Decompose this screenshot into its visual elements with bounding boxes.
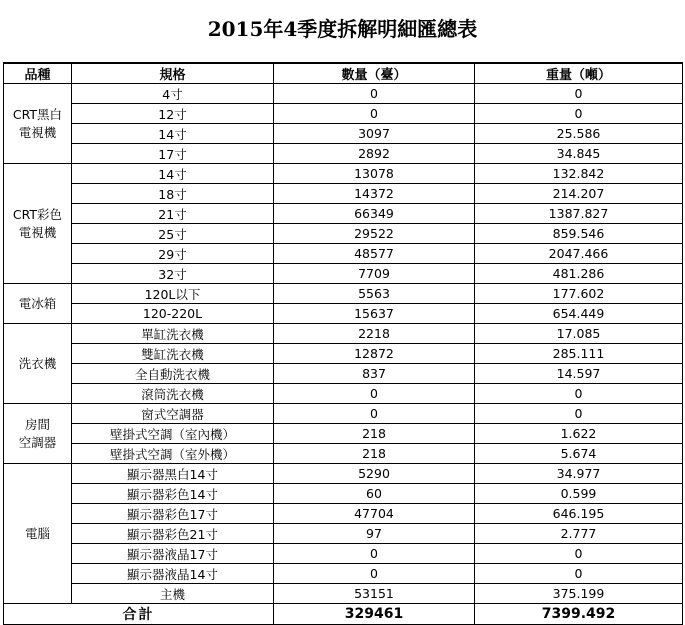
quantity-cell: 0 bbox=[274, 104, 475, 124]
total-label: 合計 bbox=[4, 604, 274, 625]
quantity-cell: 2892 bbox=[274, 144, 475, 164]
table-row bbox=[4, 164, 683, 184]
spec-cell: 18寸 bbox=[72, 184, 274, 204]
spec-cell: 32寸 bbox=[72, 264, 274, 284]
weight-cell: 0 bbox=[475, 404, 683, 424]
quantity-cell: 218 bbox=[274, 444, 475, 464]
weight-cell: 214.207 bbox=[475, 184, 683, 204]
category-cell: CRT黑白 電視機 bbox=[4, 84, 72, 164]
category-cell: CRT彩色 電視機 bbox=[4, 164, 72, 284]
quantity-cell: 53151 bbox=[274, 584, 475, 604]
disassembly-summary-table bbox=[3, 62, 683, 625]
weight-cell: 859.546 bbox=[475, 224, 683, 244]
header-category: 品種 bbox=[4, 63, 72, 84]
weight-cell: 481.286 bbox=[475, 264, 683, 284]
header-weight: 重量（噸） bbox=[475, 63, 683, 84]
quantity-cell: 5290 bbox=[274, 464, 475, 484]
table-row bbox=[4, 244, 683, 264]
table-row bbox=[4, 484, 683, 504]
spec-cell: 顯示器液晶14寸 bbox=[72, 564, 274, 584]
quantity-cell: 0 bbox=[274, 84, 475, 104]
weight-cell: 177.602 bbox=[475, 284, 683, 304]
quantity-cell: 12872 bbox=[274, 344, 475, 364]
spec-cell: 120-220L bbox=[72, 304, 274, 324]
quantity-cell: 7709 bbox=[274, 264, 475, 284]
quantity-cell: 29522 bbox=[274, 224, 475, 244]
table-body bbox=[4, 84, 683, 625]
weight-cell: 285.111 bbox=[475, 344, 683, 364]
table-row bbox=[4, 84, 683, 104]
table-row bbox=[4, 544, 683, 564]
spec-cell: 主機 bbox=[72, 584, 274, 604]
quantity-cell: 66349 bbox=[274, 204, 475, 224]
quantity-cell: 837 bbox=[274, 364, 475, 384]
weight-cell: 375.199 bbox=[475, 584, 683, 604]
quantity-cell: 60 bbox=[274, 484, 475, 504]
spec-cell: 17寸 bbox=[72, 144, 274, 164]
spec-cell: 全自動洗衣機 bbox=[72, 364, 274, 384]
weight-cell: 1387.827 bbox=[475, 204, 683, 224]
spec-cell: 12寸 bbox=[72, 104, 274, 124]
spec-cell: 120L以下 bbox=[72, 284, 274, 304]
table-row bbox=[4, 404, 683, 424]
quantity-cell: 0 bbox=[274, 404, 475, 424]
table-row bbox=[4, 364, 683, 384]
quantity-cell: 13078 bbox=[274, 164, 475, 184]
weight-cell: 0 bbox=[475, 564, 683, 584]
quantity-cell: 48577 bbox=[274, 244, 475, 264]
weight-cell: 654.449 bbox=[475, 304, 683, 324]
quantity-cell: 0 bbox=[274, 564, 475, 584]
spec-cell: 窗式空調器 bbox=[72, 404, 274, 424]
quantity-cell: 2218 bbox=[274, 324, 475, 344]
quantity-cell: 97 bbox=[274, 524, 475, 544]
spec-cell: 壁掛式空調（室內機） bbox=[72, 424, 274, 444]
weight-cell: 2.777 bbox=[475, 524, 683, 544]
weight-cell: 646.195 bbox=[475, 504, 683, 524]
weight-cell: 14.597 bbox=[475, 364, 683, 384]
weight-cell: 2047.466 bbox=[475, 244, 683, 264]
header-quantity: 數量（臺） bbox=[274, 63, 475, 84]
table-row bbox=[4, 564, 683, 584]
quantity-cell: 5563 bbox=[274, 284, 475, 304]
spec-cell: 單缸洗衣機 bbox=[72, 324, 274, 344]
table-row bbox=[4, 304, 683, 324]
weight-cell: 0.599 bbox=[475, 484, 683, 504]
weight-cell: 0 bbox=[475, 384, 683, 404]
table-row bbox=[4, 124, 683, 144]
table-row bbox=[4, 144, 683, 164]
header-spec: 規格 bbox=[72, 63, 274, 84]
weight-cell: 0 bbox=[475, 84, 683, 104]
quantity-cell: 3097 bbox=[274, 124, 475, 144]
table-row bbox=[4, 464, 683, 484]
table-row bbox=[4, 204, 683, 224]
table-row bbox=[4, 424, 683, 444]
spec-cell: 顯示器黑白14寸 bbox=[72, 464, 274, 484]
spec-cell: 顯示器彩色21寸 bbox=[72, 524, 274, 544]
quantity-cell: 0 bbox=[274, 544, 475, 564]
quantity-cell: 47704 bbox=[274, 504, 475, 524]
spec-cell: 25寸 bbox=[72, 224, 274, 244]
table-row bbox=[4, 224, 683, 244]
quantity-cell: 15637 bbox=[274, 304, 475, 324]
spec-cell: 顯示器液晶17寸 bbox=[72, 544, 274, 564]
weight-cell: 34.977 bbox=[475, 464, 683, 484]
spec-cell: 壁掛式空調（室外機） bbox=[72, 444, 274, 464]
spec-cell: 4寸 bbox=[72, 84, 274, 104]
weight-cell: 0 bbox=[475, 544, 683, 564]
table-row bbox=[4, 584, 683, 604]
weight-cell: 17.085 bbox=[475, 324, 683, 344]
total-quantity: 329461 bbox=[274, 604, 475, 625]
table-row bbox=[4, 384, 683, 404]
weight-cell: 1.622 bbox=[475, 424, 683, 444]
table-row bbox=[4, 524, 683, 544]
quantity-cell: 218 bbox=[274, 424, 475, 444]
total-row bbox=[4, 604, 683, 625]
table-row bbox=[4, 284, 683, 304]
quantity-cell: 14372 bbox=[274, 184, 475, 204]
spec-cell: 14寸 bbox=[72, 124, 274, 144]
category-cell: 電冰箱 bbox=[4, 284, 72, 324]
spec-cell: 滾筒洗衣機 bbox=[72, 384, 274, 404]
weight-cell: 25.586 bbox=[475, 124, 683, 144]
category-cell: 洗衣機 bbox=[4, 324, 72, 404]
weight-cell: 5.674 bbox=[475, 444, 683, 464]
header-row bbox=[4, 63, 683, 84]
spec-cell: 14寸 bbox=[72, 164, 274, 184]
weight-cell: 132.842 bbox=[475, 164, 683, 184]
total-weight: 7399.492 bbox=[475, 604, 683, 625]
page-title: 2015年4季度拆解明細匯總表 bbox=[207, 17, 478, 41]
table-row bbox=[4, 324, 683, 344]
table-row bbox=[4, 344, 683, 364]
table-row bbox=[4, 184, 683, 204]
spec-cell: 顯示器彩色14寸 bbox=[72, 484, 274, 504]
spec-cell: 顯示器彩色17寸 bbox=[72, 504, 274, 524]
quantity-cell: 0 bbox=[274, 384, 475, 404]
spec-cell: 雙缸洗衣機 bbox=[72, 344, 274, 364]
weight-cell: 34.845 bbox=[475, 144, 683, 164]
table-row bbox=[4, 264, 683, 284]
category-cell: 電腦 bbox=[4, 464, 72, 604]
weight-cell: 0 bbox=[475, 104, 683, 124]
table-row bbox=[4, 444, 683, 464]
table-row bbox=[4, 104, 683, 124]
spec-cell: 21寸 bbox=[72, 204, 274, 224]
category-cell: 房間 空調器 bbox=[4, 404, 72, 464]
spec-cell: 29寸 bbox=[72, 244, 274, 264]
table-row bbox=[4, 504, 683, 524]
